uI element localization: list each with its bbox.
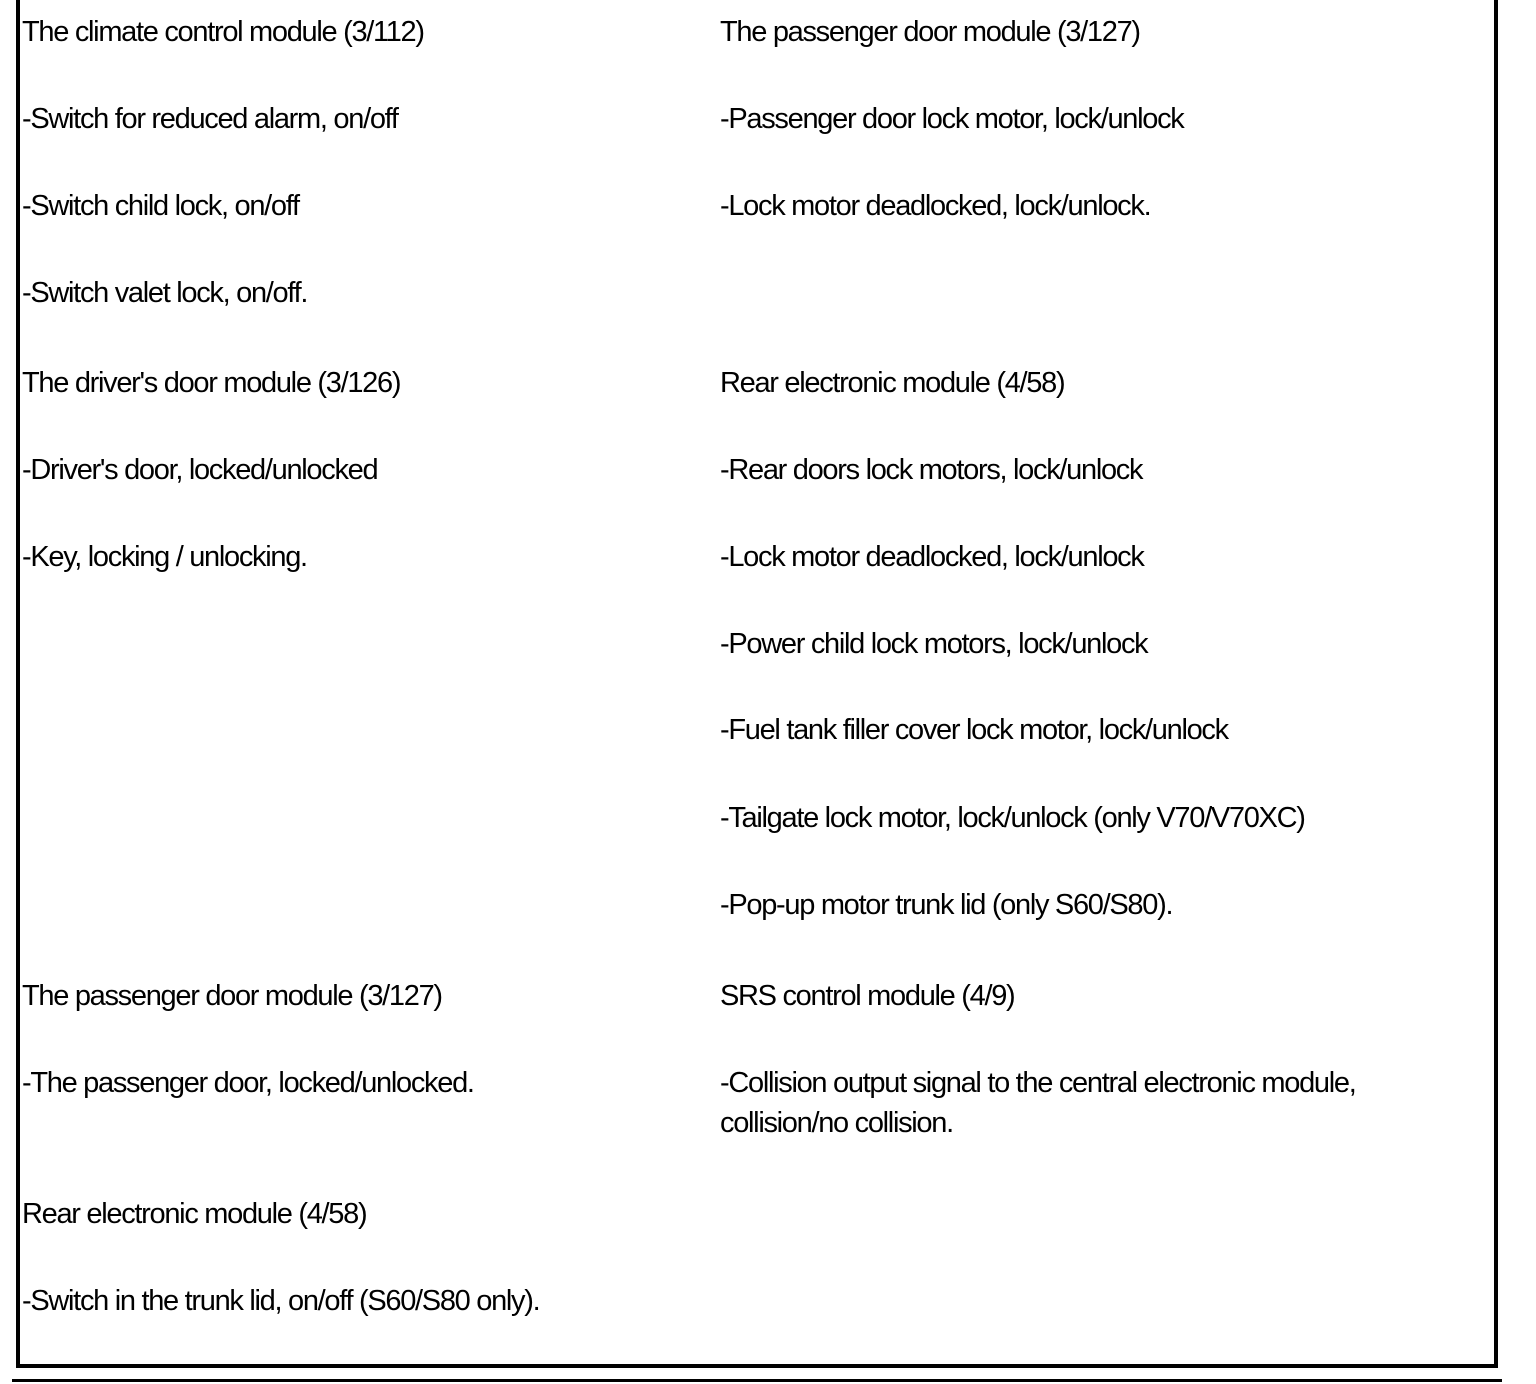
list-item: -Lock motor deadlocked, lock/unlock [720,541,1144,573]
list-item: -Lock motor deadlocked, lock/unlock. [720,190,1151,222]
module-heading-climate-control: The climate control module (3/112) [22,16,424,48]
list-item: -Tailgate lock motor, lock/unlock (only V70/V70XC) [720,802,1305,834]
list-item: -Driver's door, locked/unlocked [22,454,378,486]
list-item: -Switch for reduced alarm, on/off [22,103,398,135]
module-heading-drivers-door: The driver's door module (3/126) [22,367,401,399]
module-heading-rear-electronic: Rear electronic module (4/58) [720,367,1065,399]
module-heading-passenger-door: The passenger door module (3/127) [22,980,442,1012]
module-heading-rear-electronic: Rear electronic module (4/58) [22,1198,367,1230]
list-item: -Collision output signal to the central electronic module, collision/no collision. [720,1067,1356,1139]
list-item: -Pop-up motor trunk lid (only S60/S80). [720,889,1173,921]
module-heading-passenger-door: The passenger door module (3/127) [720,16,1140,48]
list-item: -Rear doors lock motors, lock/unlock [720,454,1143,486]
list-item: -Switch in the trunk lid, on/off (S60/S80 only). [22,1285,540,1317]
list-item: -Switch child lock, on/off [22,190,299,222]
module-heading-srs-control: SRS control module (4/9) [720,980,1015,1012]
list-item: -The passenger door, locked/unlocked. [22,1067,474,1099]
list-item: -Fuel tank filler cover lock motor, lock/unlock [720,714,1228,746]
list-item: -Passenger door lock motor, lock/unlock [720,103,1184,135]
list-item: -Key, locking / unlocking. [22,541,307,573]
bottom-rule [12,1379,1502,1382]
list-item: -Power child lock motors, lock/unlock [720,628,1148,660]
list-item: -Switch valet lock, on/off. [22,277,308,309]
